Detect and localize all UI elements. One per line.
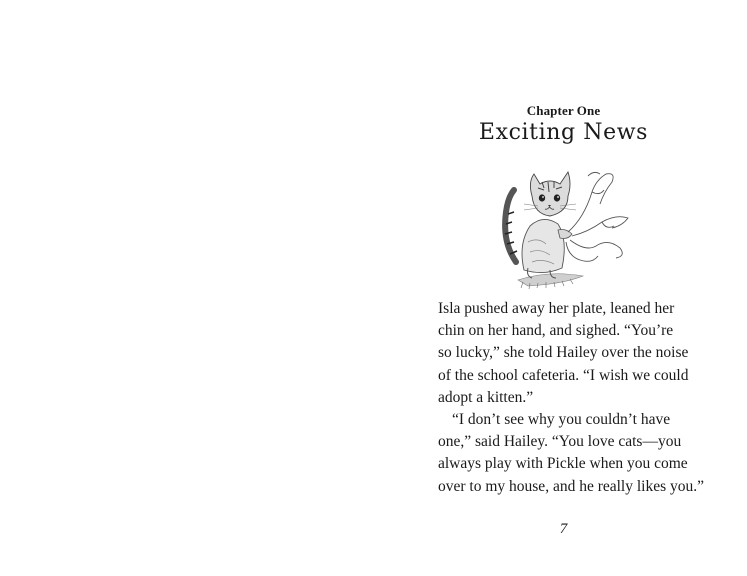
body-line: Isla pushed away her plate, leaned her — [438, 300, 675, 317]
blank-left-page — [0, 0, 373, 576]
body-line: always play with Pickle when you come — [438, 455, 688, 473]
chapter-label: Chapter One — [526, 103, 601, 118]
body-line: of the school cafeteria. “I wish we could — [438, 366, 689, 384]
body-line: adopt a kitten.” — [438, 388, 534, 406]
body-line: so lucky,” she told Hailey over the noise — [438, 344, 689, 362]
body-line: “I don’t see why you couldn’t have — [452, 411, 671, 429]
kitten-illustration-icon — [488, 152, 638, 292]
chapter-title: Exciting News — [478, 120, 649, 145]
page-number: 7 — [559, 521, 568, 537]
body-line: one,” said Hailey. “You love cats—you — [438, 433, 682, 451]
body-line: over to my house, and he really likes you.” — [438, 477, 705, 495]
body-line: chin on her hand, and sighed. “You’re — [438, 322, 674, 340]
chapter-body-text — [438, 298, 708, 498]
